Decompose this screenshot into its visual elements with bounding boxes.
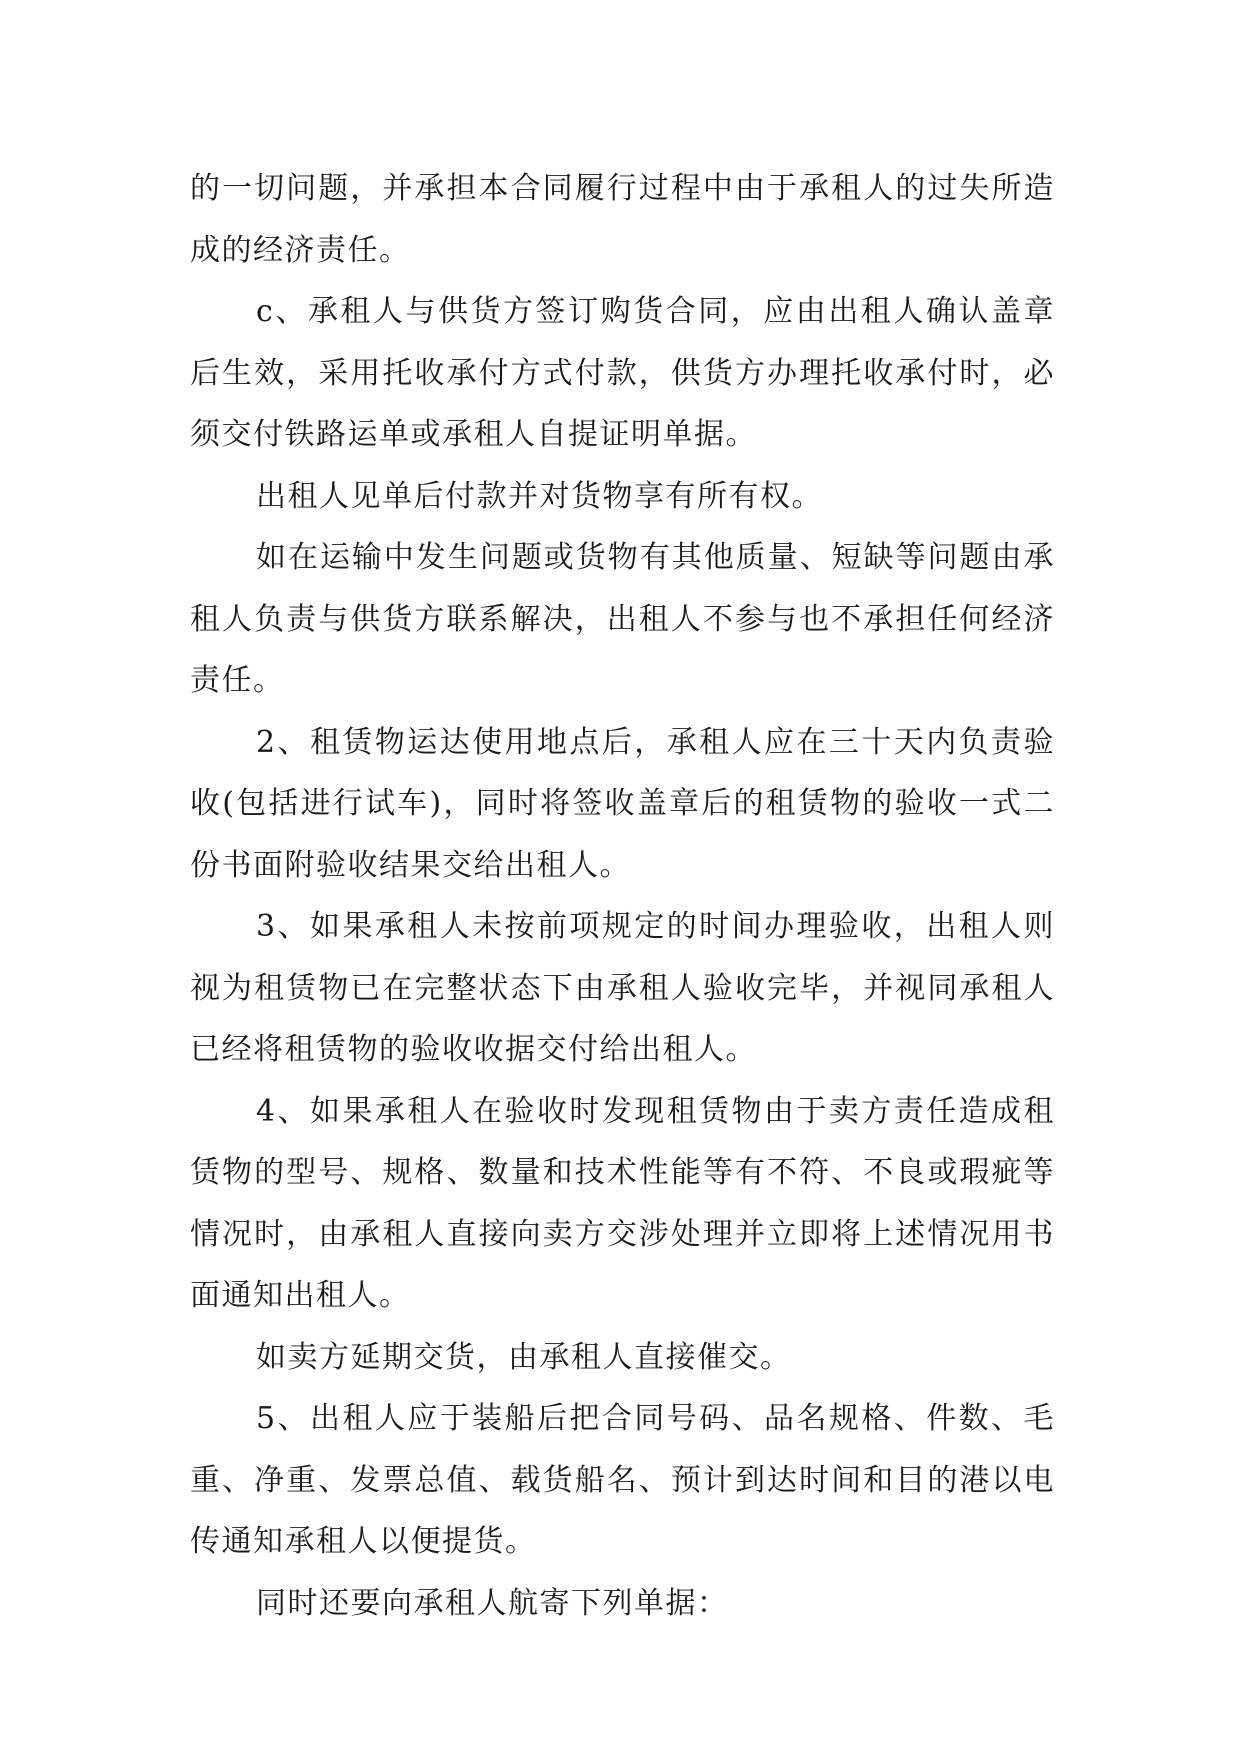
paragraph-ownership: 出租人见单后付款并对货物享有所有权。 — [256, 478, 823, 514]
paragraph-clause-5: 5、出租人应于装船后把合同号码、品名规格、件数、毛重、净重、发票总值、载货船名、预计到达时间和目的港以电传通知承租人以便提货。 — [190, 1401, 1055, 1559]
paragraph-documents-list: 同时还要向承租人航寄下列单据： — [256, 1585, 729, 1621]
paragraph-clause-c: c、承租人与供货方签订购货合同，应由出租人确认盖章后生效，采用托收承付方式付款，供货方办理托收承付时，必须交付铁路运单或承租人自提证明单据。 — [190, 294, 1055, 452]
document-body — [190, 158, 1055, 1634]
paragraph-continuation: 的一切问题，并承担本合同履行过程中由于承租人的过失所造成的经济责任。 — [190, 171, 1055, 268]
paragraph-clause-4: 4、如果承租人在验收时发现租赁物由于卖方责任造成租赁物的型号、规格、数量和技术性能等有不符、不良或瑕疵等情况时，由承租人直接向卖方交涉处理并立即将上述情况用书面通知出租人。 — [190, 1093, 1055, 1313]
paragraph-delayed-delivery: 如卖方延期交货，由承租人直接催交。 — [256, 1339, 792, 1375]
paragraph-clause-2: 2、租赁物运达使用地点后，承租人应在三十天内负责验收(包括进行试车)，同时将签收盖章后的租赁物的验收一式二份书面附验收结果交给出租人。 — [190, 724, 1055, 883]
paragraph-transport-issues: 如在运输中发生问题或货物有其他质量、短缺等问题由承租人负责与供货方联系解决，出租人不参与也不承担任何经济责任。 — [190, 540, 1055, 698]
paragraph-clause-3: 3、如果承租人未按前项规定的时间办理验收，出租人则视为租赁物已在完整状态下由承租人验收完毕，并视同承租人已经将租赁物的验收收据交付给出租人。 — [190, 909, 1055, 1067]
